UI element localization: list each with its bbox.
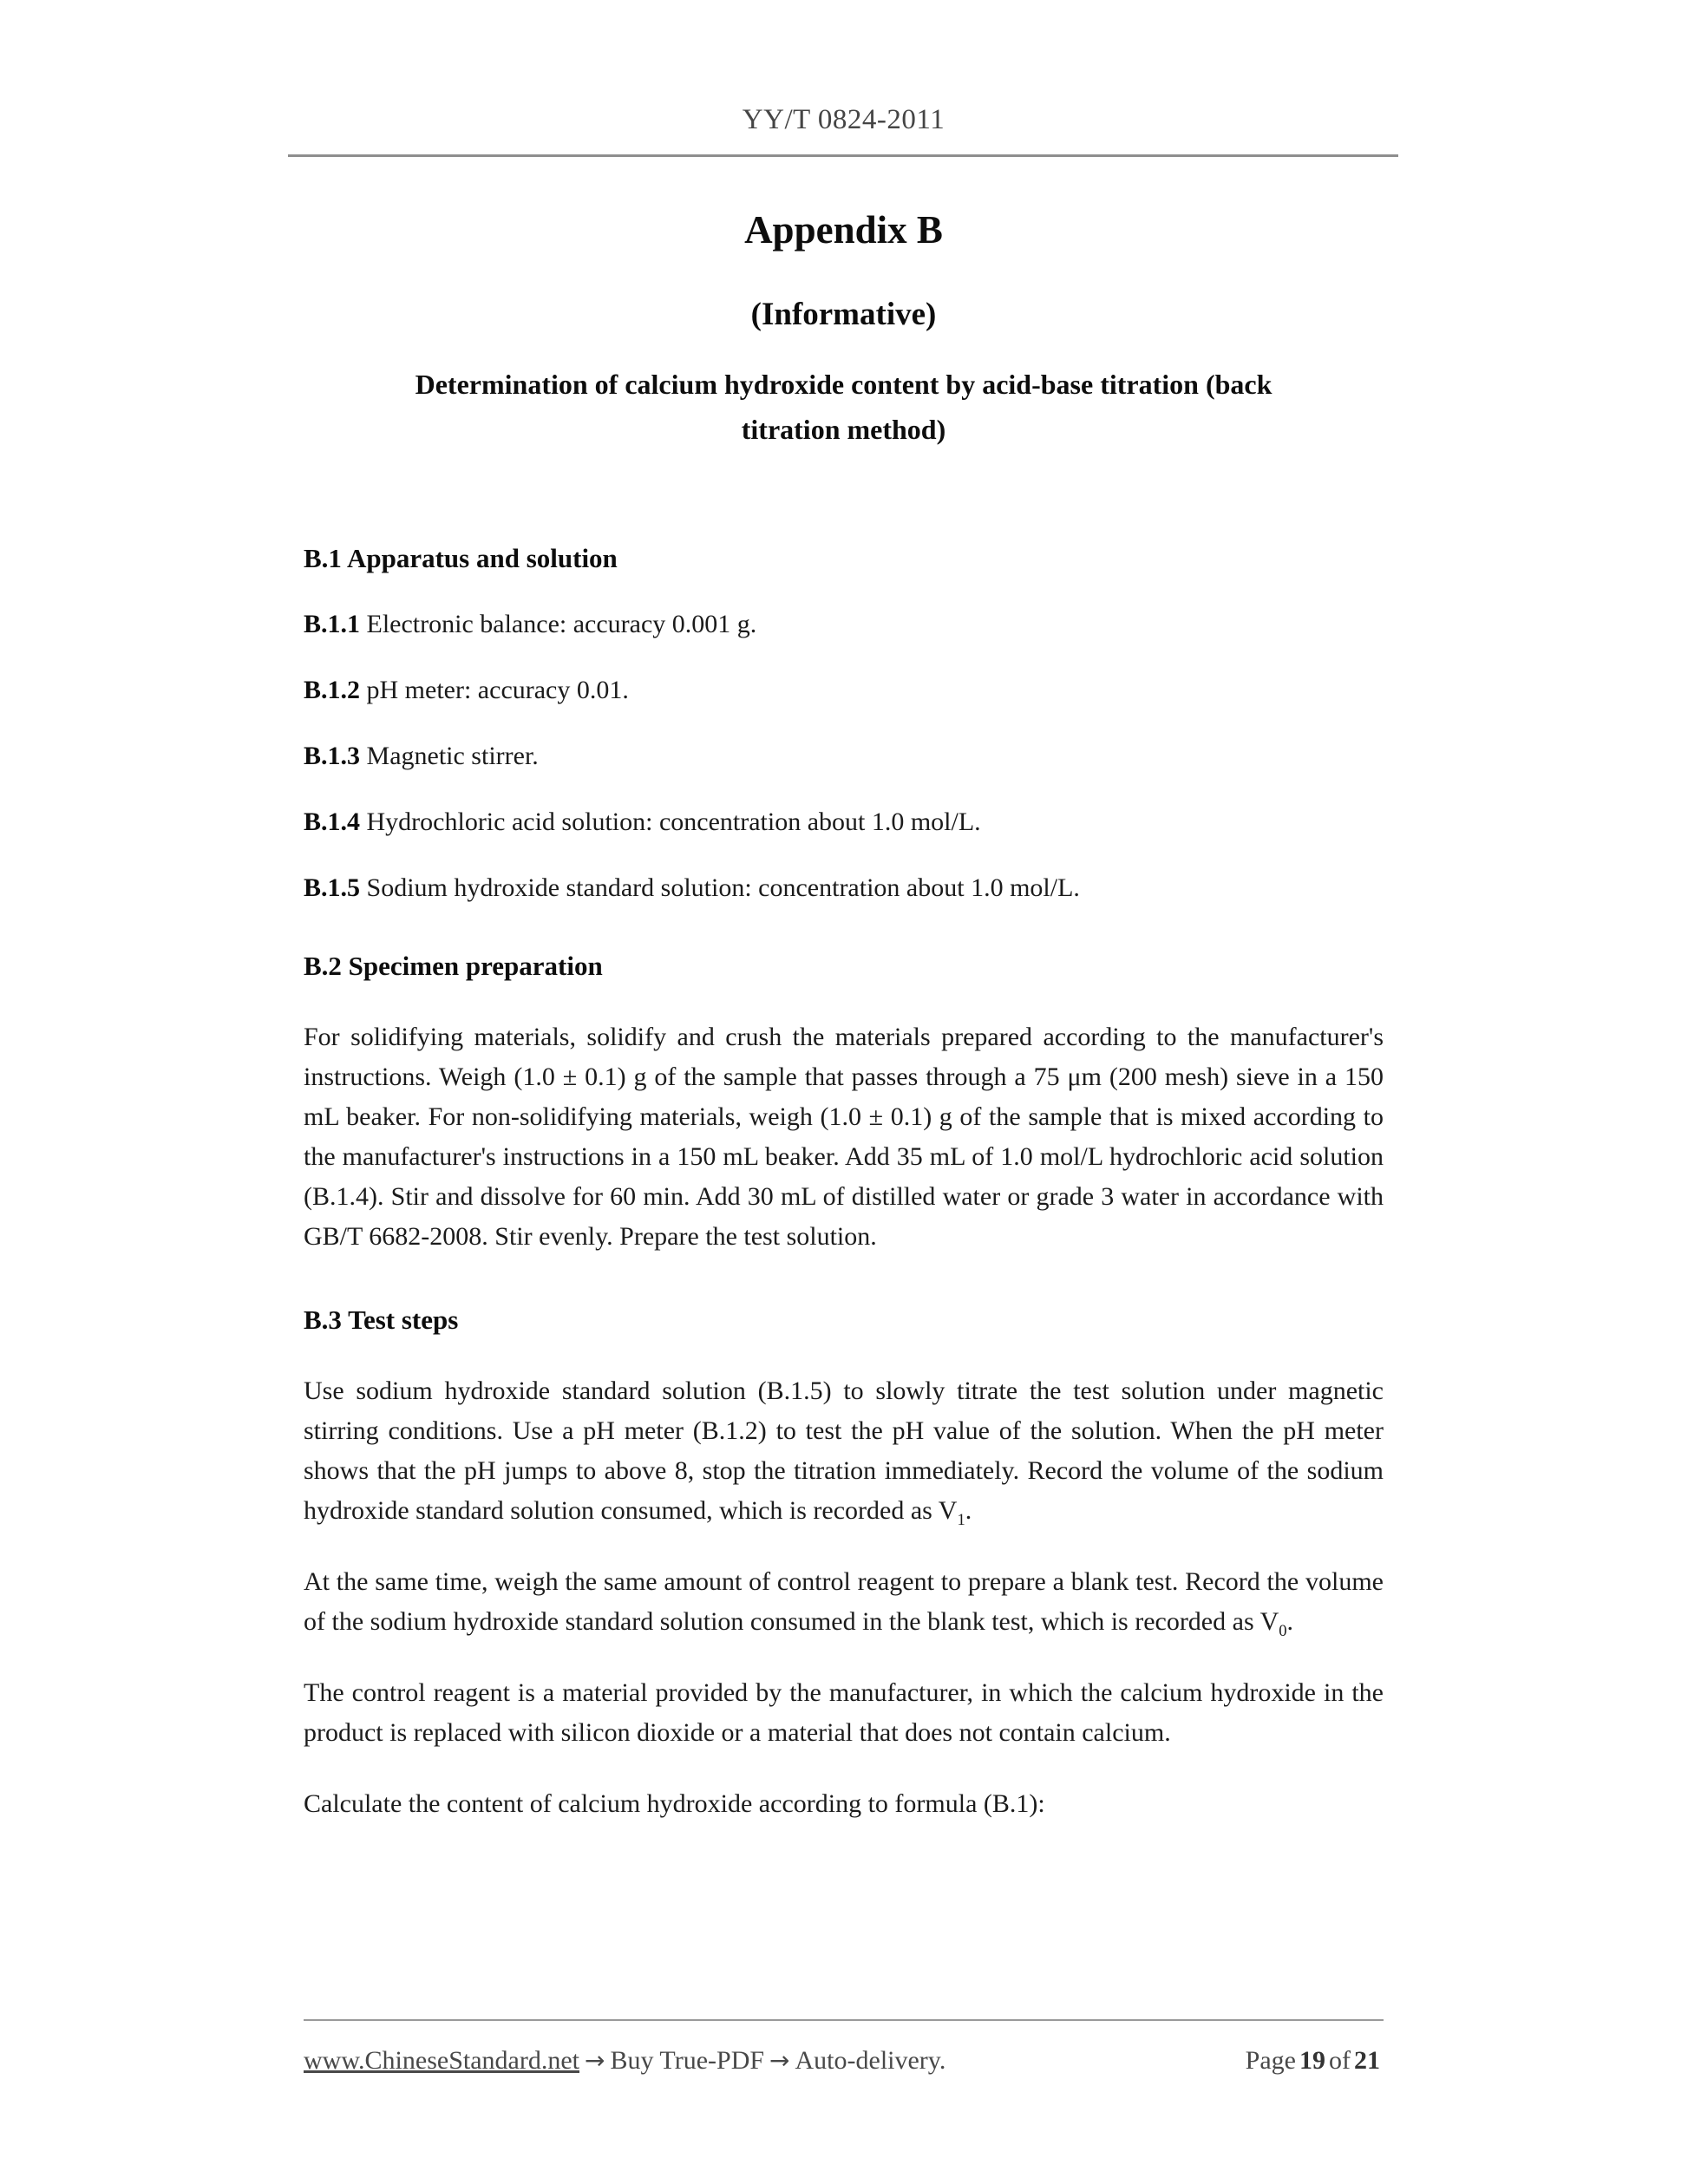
document-title	[304, 362, 1384, 452]
section-b1-heading: B.1 Apparatus and solution	[304, 543, 618, 573]
standard-number-header: YY/T 0824-2011	[742, 104, 945, 135]
paragraph-b2: For solidifying materials, solidify and crush the materials prepared according to the manufacturer's instructions. Weigh (1.0 ± 0.1) g of the sample that passes through a 75 μm (200 mesh) sieve in a 150 mL beaker. For non-solidifying materials, weigh (1.0 ± 0.1) g of the sample that is mixed according to the manufacturer's instructions in a 150 mL beaker. Add 35 mL of 1.0 mol/L hydrochloric acid solution (B.1.4). Stir and dissolve for 60 min. Add 30 mL of distilled water or grade 3 water in accordance with GB/T 6682-2008. Stir evenly. Prepare the test solution.	[304, 1023, 1384, 1251]
v1-subscript: 1	[957, 1511, 965, 1529]
of-label: of	[1329, 2046, 1351, 2075]
page-number	[1246, 2043, 1384, 2078]
item-b1-2-label: B.1.2	[304, 676, 361, 704]
arrow-icon: →	[585, 2046, 605, 2075]
item-b1-1-text: Electronic balance: accuracy 0.001 g.	[360, 610, 757, 638]
appendix-title: Appendix B	[744, 208, 943, 252]
item-b1-1-label: B.1.1	[304, 610, 361, 638]
v0-subscript: 0	[1279, 1622, 1287, 1640]
paragraph-b3-2	[304, 1562, 1384, 1642]
item-b1-5	[304, 868, 1384, 908]
item-b1-3	[304, 736, 1384, 776]
page-footer	[304, 2019, 1384, 2078]
current-page-number: 19	[1299, 2046, 1325, 2075]
document-title-line2: titration method)	[741, 414, 946, 445]
page-label: Page	[1245, 2046, 1296, 2075]
item-b1-2	[304, 670, 1384, 710]
footer-promo	[304, 2043, 945, 2078]
item-b1-3-label: B.1.3	[304, 742, 361, 770]
item-b1-3-text: Magnetic stirrer.	[360, 742, 539, 770]
appendix-subtitle: (Informative)	[750, 297, 937, 332]
header-divider	[288, 154, 1398, 157]
paragraph-b3-2-text: At the same time, weigh the same amount of control reagent to prepare a blank test. Record the volume of the sodium hydroxide standard solution consumed in the blank test, which is recorded as V	[304, 1567, 1384, 1636]
document-title-line1: Determination of calcium hydroxide content by acid-base titration (back	[415, 369, 1273, 400]
footer-buy-text: Buy True-PDF	[610, 2046, 765, 2075]
paragraph-b3-4: Calculate the content of calcium hydroxide according to formula (B.1):	[304, 1789, 1045, 1818]
item-b1-5-text: Sodium hydroxide standard solution: concentration about 1.0 mol/L.	[360, 873, 1080, 902]
paragraph-b3-1-period: .	[965, 1496, 972, 1525]
paragraph-b3-2-period: .	[1286, 1607, 1294, 1636]
item-b1-4-text: Hydrochloric acid solution: concentration about 1.0 mol/L.	[360, 808, 981, 836]
paragraph-b3-1	[304, 1371, 1384, 1531]
item-b1-5-label: B.1.5	[304, 873, 361, 902]
total-page-number: 21	[1354, 2046, 1380, 2075]
paragraph-b3-3: The control reagent is a material provided by the manufacturer, in which the calcium hydroxide in the product is replaced with silicon dioxide or a material that does not contain calcium.	[304, 1678, 1384, 1747]
item-b1-4-label: B.1.4	[304, 808, 361, 836]
section-b2-heading: B.2 Specimen preparation	[304, 951, 603, 981]
item-b1-1	[304, 605, 1384, 644]
paragraph-b3-1-text: Use sodium hydroxide standard solution (B.1.5) to slowly titrate the test solution under magnetic stirring conditions. Use a pH meter (B.1.2) to test the pH value of the solution. When the pH meter shows that the pH jumps to above 8, stop the titration immediately. Record the volume of the sodium hydroxide standard solution consumed, which is recorded as V	[304, 1376, 1384, 1525]
arrow-icon: →	[769, 2046, 790, 2075]
item-b1-2-text: pH meter: accuracy 0.01.	[360, 676, 629, 704]
section-b3-heading: B.3 Test steps	[304, 1305, 459, 1335]
item-b1-4	[304, 802, 1384, 842]
footer-delivery-text: Auto-delivery.	[795, 2046, 946, 2075]
website-link[interactable]: www.ChineseStandard.net	[304, 2046, 579, 2075]
